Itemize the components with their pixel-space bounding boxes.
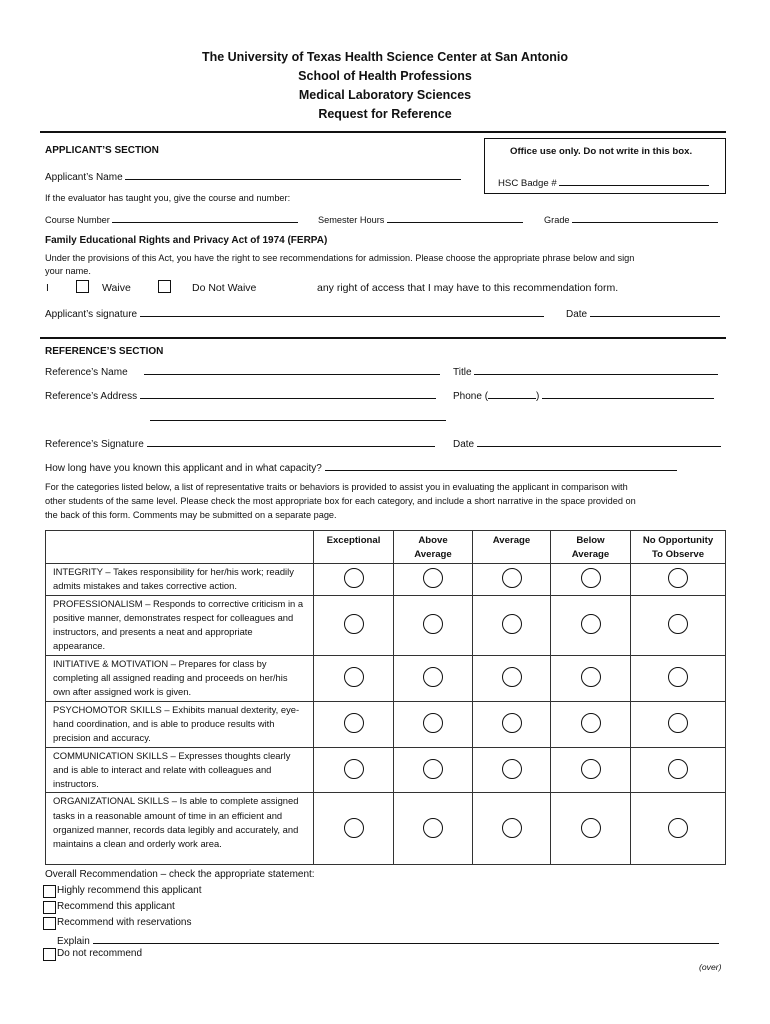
reference-date-label: Date — [453, 439, 475, 450]
table-row — [46, 747, 726, 793]
reference-name-field[interactable] — [45, 364, 440, 378]
applicant-section-title: APPLICANT’S SECTION — [45, 145, 159, 156]
rating-table — [45, 530, 726, 865]
communication-exceptional-radio[interactable] — [344, 759, 364, 779]
explain-field[interactable] — [57, 933, 719, 947]
applicant-date-line[interactable] — [590, 306, 720, 317]
initiative-average-radio[interactable] — [502, 667, 522, 687]
professionalism-no-opportunity-radio[interactable] — [668, 614, 688, 634]
reference-signature-field[interactable] — [45, 436, 435, 450]
rating-header-row — [46, 531, 726, 564]
communication-below-average-radio[interactable] — [581, 759, 601, 779]
category-integrity: INTEGRITY – Takes responsibility for her/his work; readily admits mistakes and takes corrective action. — [46, 564, 314, 596]
known-applicant-question: How long have you known this applicant and in what capacity? — [45, 463, 322, 474]
course-prompt: If the evaluator has taught you, give the course and number: — [45, 193, 291, 203]
initiative-above-average-radio[interactable] — [423, 667, 443, 687]
header-exceptional: Exceptional — [314, 531, 394, 564]
highly-recommend-checkbox[interactable] — [43, 885, 56, 898]
reference-section-title: REFERENCE’S SECTION — [45, 346, 164, 357]
applicant-signature-label: Applicant’s signature — [45, 309, 138, 320]
course-number-label: Course Number — [45, 215, 110, 225]
known-applicant-field[interactable] — [45, 460, 677, 474]
applicant-name-label: Applicant’s Name — [45, 172, 123, 183]
reference-address-label: Reference’s Address — [45, 391, 138, 402]
professionalism-above-average-radio[interactable] — [423, 614, 443, 634]
explain-line[interactable] — [93, 933, 719, 944]
applicant-signature-field[interactable] — [45, 306, 544, 320]
hsc-badge-field[interactable] — [498, 175, 709, 189]
do-not-waive-checkbox[interactable] — [158, 280, 171, 293]
hsc-badge-label: HSC Badge # — [498, 178, 557, 189]
header-below-average: Below Average — [551, 531, 631, 564]
organizational-exceptional-radio[interactable] — [344, 818, 364, 838]
reference-name-line[interactable] — [144, 364, 440, 375]
table-row — [46, 701, 726, 747]
category-header — [46, 531, 314, 564]
initiative-exceptional-radio[interactable] — [344, 667, 364, 687]
psychomotor-below-average-radio[interactable] — [581, 713, 601, 733]
ferpa-right-text: any right of access that I may have to this recommendation form. — [317, 282, 619, 294]
phone-area-code-line[interactable] — [488, 388, 536, 399]
recommend-reservations-checkbox[interactable] — [43, 917, 56, 930]
table-row — [46, 564, 726, 596]
psychomotor-exceptional-radio[interactable] — [344, 713, 364, 733]
professionalism-average-radio[interactable] — [502, 614, 522, 634]
course-number-line[interactable] — [112, 212, 298, 223]
header-average: Average — [473, 531, 551, 564]
institution-title: The University of Texas Health Science Center at San Antonio — [201, 50, 569, 64]
table-row — [46, 655, 726, 701]
category-initiative: INITIATIVE & MOTIVATION – Prepares for class by completing all assigned reading and proceeds on her/his own after assigned work is given. — [46, 655, 314, 701]
category-professionalism: PROFESSIONALISM – Responds to corrective criticism in a positive manner, demonstrates respect for colleagues and instructors, and presents a neat and appropriate appearance. — [46, 595, 314, 655]
applicant-signature-line[interactable] — [140, 306, 544, 317]
header-above-average: Above Average — [394, 531, 473, 564]
reference-signature-line[interactable] — [147, 436, 435, 447]
reference-address-field[interactable] — [45, 388, 436, 402]
psychomotor-average-radio[interactable] — [502, 713, 522, 733]
do-not-waive-label: Do Not Waive — [192, 282, 257, 294]
semester-hours-line[interactable] — [387, 212, 523, 223]
hsc-badge-line[interactable] — [559, 175, 709, 186]
overall-prompt: Overall Recommendation – check the appropriate statement: — [45, 869, 315, 880]
reference-title-line[interactable] — [474, 364, 718, 375]
program-title: Medical Laboratory Sciences — [298, 88, 472, 102]
psychomotor-no-opportunity-radio[interactable] — [668, 713, 688, 733]
instructions-2: other students of the same level. Please check the most appropriate box for each category, and include a short narrative in the space provided on — [45, 496, 636, 506]
ferpa-title: Family Educational Rights and Privacy Act of 1974 (FERPA) — [45, 235, 328, 246]
known-applicant-line[interactable] — [325, 460, 677, 471]
communication-above-average-radio[interactable] — [423, 759, 443, 779]
instructions-1: For the categories listed below, a list of representative traits or behaviors is provided to assist you in evaluating the applicant in comparison with — [45, 482, 628, 492]
professionalism-below-average-radio[interactable] — [581, 614, 601, 634]
office-use-note: Office use only. Do not write in this box. — [510, 146, 693, 157]
integrity-no-opportunity-radio[interactable] — [668, 568, 688, 588]
reference-address-line-2[interactable] — [150, 410, 446, 424]
waive-label: Waive — [102, 282, 131, 294]
integrity-below-average-radio[interactable] — [581, 568, 601, 588]
table-row — [46, 793, 726, 865]
table-row — [46, 595, 726, 655]
grade-label: Grade — [544, 215, 570, 225]
integrity-average-radio[interactable] — [502, 568, 522, 588]
semester-hours-label: Semester Hours — [318, 215, 385, 225]
reference-name-label: Reference’s Name — [45, 367, 128, 378]
grade-line[interactable] — [572, 212, 718, 223]
communication-no-opportunity-radio[interactable] — [668, 759, 688, 779]
grade-field[interactable] — [544, 212, 718, 225]
integrity-exceptional-radio[interactable] — [344, 568, 364, 588]
ferpa-text-2: your name. — [45, 266, 91, 276]
divider-top — [40, 131, 726, 133]
organizational-average-radio[interactable] — [502, 818, 522, 838]
initiative-below-average-radio[interactable] — [581, 667, 601, 687]
reference-date-line[interactable] — [477, 436, 721, 447]
professionalism-exceptional-radio[interactable] — [344, 614, 364, 634]
reference-address-line[interactable] — [140, 388, 436, 399]
integrity-above-average-radio[interactable] — [423, 568, 443, 588]
category-psychomotor: PSYCHOMOTOR SKILLS – Exhibits manual dexterity, eye-hand coordination, and is able to produce results with precision and accuracy. — [46, 701, 314, 747]
reference-phone-close: ) — [536, 391, 540, 402]
organizational-above-average-radio[interactable] — [423, 818, 443, 838]
ferpa-text-1: Under the provisions of this Act, you have the right to see recommendations for admission. Please choose the appropriate phrase below and sign — [45, 253, 635, 263]
over-note: (over) — [699, 962, 722, 972]
divider-middle — [40, 337, 726, 339]
course-number-field[interactable] — [45, 212, 298, 225]
recommend-label: Recommend this applicant — [57, 901, 175, 912]
waive-checkbox[interactable] — [76, 280, 89, 293]
organizational-below-average-radio[interactable] — [581, 818, 601, 838]
school-title: School of Health Professions — [298, 69, 472, 83]
form-title: Request for Reference — [318, 107, 452, 121]
do-not-recommend-label: Do not recommend — [57, 948, 143, 959]
psychomotor-above-average-radio[interactable] — [423, 713, 443, 733]
semester-hours-field[interactable] — [318, 212, 523, 225]
do-not-recommend-checkbox[interactable] — [43, 948, 56, 961]
highly-recommend-label: Highly recommend this applicant — [57, 885, 202, 896]
category-organizational: ORGANIZATIONAL SKILLS – Is able to complete assigned tasks in a reasonable amount of time in an efficient and organized manner, records data legibly and accurately, and maintains a clean and orderly work area. — [46, 793, 314, 865]
applicant-name-field[interactable] — [45, 169, 461, 183]
header-no-opportunity: No Opportunity To Observe — [631, 531, 726, 564]
organizational-no-opportunity-radio[interactable] — [668, 818, 688, 838]
recommend-checkbox[interactable] — [43, 901, 56, 914]
reference-phone-field[interactable] — [453, 388, 714, 402]
reference-signature-label: Reference’s Signature — [45, 439, 144, 450]
communication-average-radio[interactable] — [502, 759, 522, 779]
reference-title-field[interactable] — [453, 364, 718, 378]
reference-date-field[interactable] — [453, 436, 721, 450]
phone-number-line[interactable] — [542, 388, 714, 399]
category-communication: COMMUNICATION SKILLS – Expresses thoughts clearly and is able to interact and relate with colleagues and instructors. — [46, 747, 314, 793]
instructions-3: the back of this form. Comments may be submitted on a separate page. — [45, 510, 337, 520]
applicant-name-line[interactable] — [125, 169, 461, 180]
reference-title-label: Title — [453, 367, 472, 378]
applicant-date-label: Date — [566, 309, 588, 320]
reference-phone-label: Phone ( — [453, 391, 489, 402]
applicant-date-field[interactable] — [566, 306, 720, 320]
ferpa-i-label: I — [46, 282, 49, 294]
initiative-no-opportunity-radio[interactable] — [668, 667, 688, 687]
explain-label: Explain — [57, 936, 90, 947]
recommend-reservations-label: Recommend with reservations — [57, 917, 192, 928]
